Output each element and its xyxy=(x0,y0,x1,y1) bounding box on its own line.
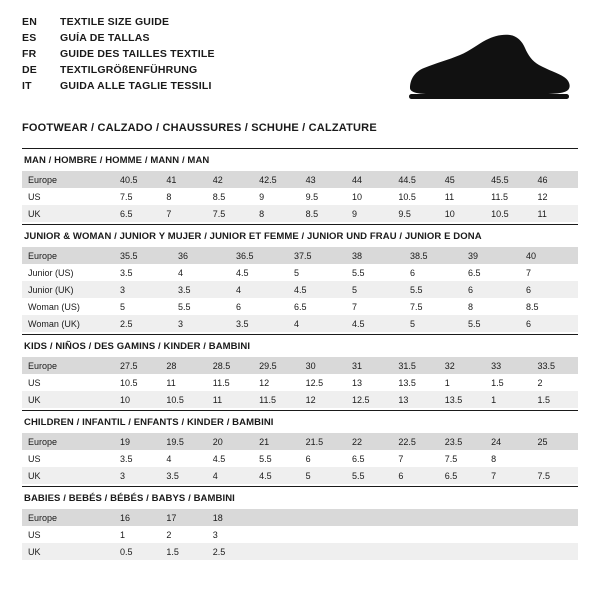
cell: 4 xyxy=(160,450,206,467)
cell: 1 xyxy=(114,526,160,543)
dress-shoe-icon xyxy=(404,32,574,102)
row-header: Woman (US) xyxy=(22,298,114,315)
cell: 6 xyxy=(462,281,520,298)
cell xyxy=(532,543,578,560)
cell: 41 xyxy=(160,171,206,188)
cell: 8 xyxy=(485,450,531,467)
cell xyxy=(532,450,578,467)
cell: 17 xyxy=(160,509,206,526)
cell: 35.5 xyxy=(114,247,172,264)
cell: 4 xyxy=(230,281,288,298)
cell: 7 xyxy=(392,450,438,467)
cell: 9.5 xyxy=(392,205,438,222)
row-header: UK xyxy=(22,205,114,222)
cell: 19.5 xyxy=(160,433,206,450)
cell: 5.5 xyxy=(404,281,462,298)
cell xyxy=(392,526,438,543)
cell: 12.5 xyxy=(346,391,392,408)
cell: 6 xyxy=(300,450,346,467)
cell: 6 xyxy=(520,281,578,298)
cell: 3 xyxy=(114,281,172,298)
row-header: US xyxy=(22,450,114,467)
table-row xyxy=(22,205,578,222)
cell: 12 xyxy=(532,188,578,205)
table-row xyxy=(22,281,578,298)
cell: 3 xyxy=(114,467,160,484)
cell: 8 xyxy=(462,298,520,315)
cell: 13 xyxy=(392,391,438,408)
cell xyxy=(300,526,346,543)
page-title: FOOTWEAR / CALZADO / CHAUSSURES / SCHUHE / CALZATURE xyxy=(22,122,377,134)
cell xyxy=(253,543,299,560)
cell: 6.5 xyxy=(439,467,485,484)
cell xyxy=(485,543,531,560)
cell: 9 xyxy=(346,205,392,222)
size-block-junior-woman xyxy=(22,224,578,332)
cell: 5.5 xyxy=(172,298,230,315)
cell: 9.5 xyxy=(300,188,346,205)
cell: 38 xyxy=(346,247,404,264)
cell: 0.5 xyxy=(114,543,160,560)
cell: 5 xyxy=(288,264,346,281)
cell: 10 xyxy=(439,205,485,222)
cell: 28 xyxy=(160,357,206,374)
cell: 45.5 xyxy=(485,171,531,188)
cell: 39 xyxy=(462,247,520,264)
size-table-body xyxy=(22,433,578,484)
row-header: US xyxy=(22,374,114,391)
cell: 11.5 xyxy=(207,374,253,391)
row-header: Junior (US) xyxy=(22,264,114,281)
table-row xyxy=(22,374,578,391)
cell: 1.5 xyxy=(485,374,531,391)
cell: 31.5 xyxy=(392,357,438,374)
cell: 11 xyxy=(439,188,485,205)
table-row xyxy=(22,188,578,205)
cell: 5.5 xyxy=(346,467,392,484)
cell: 3 xyxy=(207,526,253,543)
language-title: TEXTILGRÖßENFÜHRUNG xyxy=(60,64,198,76)
cell xyxy=(439,543,485,560)
language-code: FR xyxy=(22,48,37,60)
cell: 7 xyxy=(160,205,206,222)
cell: 8 xyxy=(253,205,299,222)
cell: 8.5 xyxy=(520,298,578,315)
cell: 36.5 xyxy=(230,247,288,264)
cell: 40 xyxy=(520,247,578,264)
cell: 2.5 xyxy=(114,315,172,332)
language-code: DE xyxy=(22,64,37,76)
size-table-body xyxy=(22,247,578,332)
cell: 11.5 xyxy=(485,188,531,205)
cell: 2.5 xyxy=(207,543,253,560)
cell: 4 xyxy=(207,467,253,484)
cell: 5 xyxy=(404,315,462,332)
language-row xyxy=(22,48,215,64)
cell: 44.5 xyxy=(392,171,438,188)
cell: 12.5 xyxy=(300,374,346,391)
cell: 2 xyxy=(532,374,578,391)
cell: 20 xyxy=(207,433,253,450)
header xyxy=(22,16,578,112)
cell: 10 xyxy=(114,391,160,408)
cell: 6.5 xyxy=(346,450,392,467)
cell: 4.5 xyxy=(207,450,253,467)
cell: 10.5 xyxy=(485,205,531,222)
row-header: UK xyxy=(22,391,114,408)
cell xyxy=(253,509,299,526)
cell: 19 xyxy=(114,433,160,450)
cell: 1 xyxy=(439,374,485,391)
cell: 44 xyxy=(346,171,392,188)
row-header: Europe xyxy=(22,247,114,264)
table-row xyxy=(22,171,578,188)
cell: 7.5 xyxy=(114,188,160,205)
size-table xyxy=(22,171,578,222)
cell: 3 xyxy=(172,315,230,332)
cell: 36 xyxy=(172,247,230,264)
cell: 4.5 xyxy=(230,264,288,281)
cell: 8.5 xyxy=(300,205,346,222)
cell xyxy=(485,526,531,543)
table-row xyxy=(22,264,578,281)
table-row xyxy=(22,315,578,332)
cell: 16 xyxy=(114,509,160,526)
language-title: GUIDE DES TAILLES TEXTILE xyxy=(60,48,215,60)
cell: 1 xyxy=(485,391,531,408)
language-title: GUIDA ALLE TAGLIE TESSILI xyxy=(60,80,212,92)
cell: 32 xyxy=(439,357,485,374)
cell: 6 xyxy=(230,298,288,315)
cell: 6 xyxy=(520,315,578,332)
cell xyxy=(346,509,392,526)
block-label: BABIES / BEBÉS / BÉBÉS / BABYS / BAMBINI xyxy=(22,486,578,509)
cell: 13.5 xyxy=(439,391,485,408)
row-header: Europe xyxy=(22,509,114,526)
cell xyxy=(439,509,485,526)
language-title: GUÍA DE TALLAS xyxy=(60,32,150,44)
language-code: ES xyxy=(22,32,37,44)
cell: 22 xyxy=(346,433,392,450)
language-code: EN xyxy=(22,16,37,28)
cell: 1.5 xyxy=(160,543,206,560)
block-label: MAN / HOMBRE / HOMME / MANN / MAN xyxy=(22,148,578,171)
cell: 11 xyxy=(532,205,578,222)
cell: 21.5 xyxy=(300,433,346,450)
cell: 21 xyxy=(253,433,299,450)
cell: 40.5 xyxy=(114,171,160,188)
row-header: UK xyxy=(22,467,114,484)
cell: 22.5 xyxy=(392,433,438,450)
cell: 3.5 xyxy=(172,281,230,298)
cell: 12 xyxy=(300,391,346,408)
language-title: TEXTILE SIZE GUIDE xyxy=(60,16,170,28)
cell: 25 xyxy=(532,433,578,450)
cell: 3.5 xyxy=(114,450,160,467)
table-row xyxy=(22,357,578,374)
cell: 10 xyxy=(346,188,392,205)
cell xyxy=(253,526,299,543)
cell: 33.5 xyxy=(532,357,578,374)
cell: 37.5 xyxy=(288,247,346,264)
cell: 4 xyxy=(172,264,230,281)
cell: 5.5 xyxy=(253,450,299,467)
cell: 7.5 xyxy=(439,450,485,467)
row-header: Europe xyxy=(22,171,114,188)
size-block-man xyxy=(22,148,578,222)
row-header: UK xyxy=(22,543,114,560)
cell: 6 xyxy=(392,467,438,484)
cell xyxy=(300,509,346,526)
cell: 9 xyxy=(253,188,299,205)
cell: 7.5 xyxy=(532,467,578,484)
cell: 4.5 xyxy=(253,467,299,484)
size-table xyxy=(22,509,578,560)
cell: 46 xyxy=(532,171,578,188)
cell xyxy=(346,543,392,560)
size-block-babies xyxy=(22,486,578,560)
size-block-children xyxy=(22,410,578,484)
cell xyxy=(485,509,531,526)
row-header: Europe xyxy=(22,357,114,374)
table-row xyxy=(22,543,578,560)
cell: 10.5 xyxy=(392,188,438,205)
cell: 5.5 xyxy=(462,315,520,332)
table-row xyxy=(22,433,578,450)
row-header: Woman (UK) xyxy=(22,315,114,332)
row-header: US xyxy=(22,526,114,543)
size-table xyxy=(22,433,578,484)
size-table xyxy=(22,357,578,408)
cell: 11 xyxy=(207,391,253,408)
language-row xyxy=(22,16,215,32)
cell: 5.5 xyxy=(346,264,404,281)
cell xyxy=(532,526,578,543)
cell: 42.5 xyxy=(253,171,299,188)
language-code: IT xyxy=(22,80,32,92)
cell: 6.5 xyxy=(114,205,160,222)
cell: 2 xyxy=(160,526,206,543)
row-header: Junior (UK) xyxy=(22,281,114,298)
language-title-list xyxy=(22,16,215,96)
cell: 7 xyxy=(520,264,578,281)
cell: 13.5 xyxy=(392,374,438,391)
cell: 43 xyxy=(300,171,346,188)
cell: 12 xyxy=(253,374,299,391)
cell: 4.5 xyxy=(346,315,404,332)
cell: 4.5 xyxy=(288,281,346,298)
cell: 3.5 xyxy=(160,467,206,484)
cell: 30 xyxy=(300,357,346,374)
block-label: JUNIOR & WOMAN / JUNIOR Y MUJER / JUNIOR ET FEMME / JUNIOR UND FRAU / JUNIOR E DONA xyxy=(22,224,578,247)
cell: 24 xyxy=(485,433,531,450)
table-row xyxy=(22,247,578,264)
cell xyxy=(346,526,392,543)
cell xyxy=(392,543,438,560)
language-row xyxy=(22,64,215,80)
size-table-body xyxy=(22,357,578,408)
cell: 7.5 xyxy=(207,205,253,222)
cell: 7 xyxy=(346,298,404,315)
cell: 8.5 xyxy=(207,188,253,205)
cell: 3.5 xyxy=(230,315,288,332)
cell: 31 xyxy=(346,357,392,374)
size-table-body xyxy=(22,509,578,560)
cell: 33 xyxy=(485,357,531,374)
cell: 42 xyxy=(207,171,253,188)
cell: 38.5 xyxy=(404,247,462,264)
cell: 23.5 xyxy=(439,433,485,450)
size-table xyxy=(22,247,578,332)
table-row xyxy=(22,526,578,543)
cell: 11 xyxy=(160,374,206,391)
cell: 8 xyxy=(160,188,206,205)
block-label: KIDS / NIÑOS / DES GAMINS / KINDER / BAMBINI xyxy=(22,334,578,357)
cell: 18 xyxy=(207,509,253,526)
cell: 29.5 xyxy=(253,357,299,374)
cell: 6.5 xyxy=(288,298,346,315)
cell: 7 xyxy=(485,467,531,484)
table-row xyxy=(22,509,578,526)
size-block-kids xyxy=(22,334,578,408)
language-row xyxy=(22,80,215,96)
cell xyxy=(532,509,578,526)
cell: 7.5 xyxy=(404,298,462,315)
cell: 5 xyxy=(346,281,404,298)
table-row xyxy=(22,450,578,467)
size-table-body xyxy=(22,171,578,222)
cell: 10.5 xyxy=(114,374,160,391)
cell: 28.5 xyxy=(207,357,253,374)
block-label: CHILDREN / INFANTIL / ENFANTS / KINDER / BAMBINI xyxy=(22,410,578,433)
cell: 3.5 xyxy=(114,264,172,281)
row-header: US xyxy=(22,188,114,205)
row-header: Europe xyxy=(22,433,114,450)
cell: 45 xyxy=(439,171,485,188)
cell xyxy=(300,543,346,560)
table-row xyxy=(22,298,578,315)
cell: 11.5 xyxy=(253,391,299,408)
cell: 4 xyxy=(288,315,346,332)
cell xyxy=(439,526,485,543)
cell: 6 xyxy=(404,264,462,281)
language-title-list-body xyxy=(22,16,215,96)
cell: 5 xyxy=(300,467,346,484)
cell: 27.5 xyxy=(114,357,160,374)
cell: 13 xyxy=(346,374,392,391)
cell xyxy=(392,509,438,526)
table-row xyxy=(22,391,578,408)
language-row xyxy=(22,32,215,48)
cell: 1.5 xyxy=(532,391,578,408)
cell: 10.5 xyxy=(160,391,206,408)
cell: 5 xyxy=(114,298,172,315)
table-row xyxy=(22,467,578,484)
cell: 6.5 xyxy=(462,264,520,281)
